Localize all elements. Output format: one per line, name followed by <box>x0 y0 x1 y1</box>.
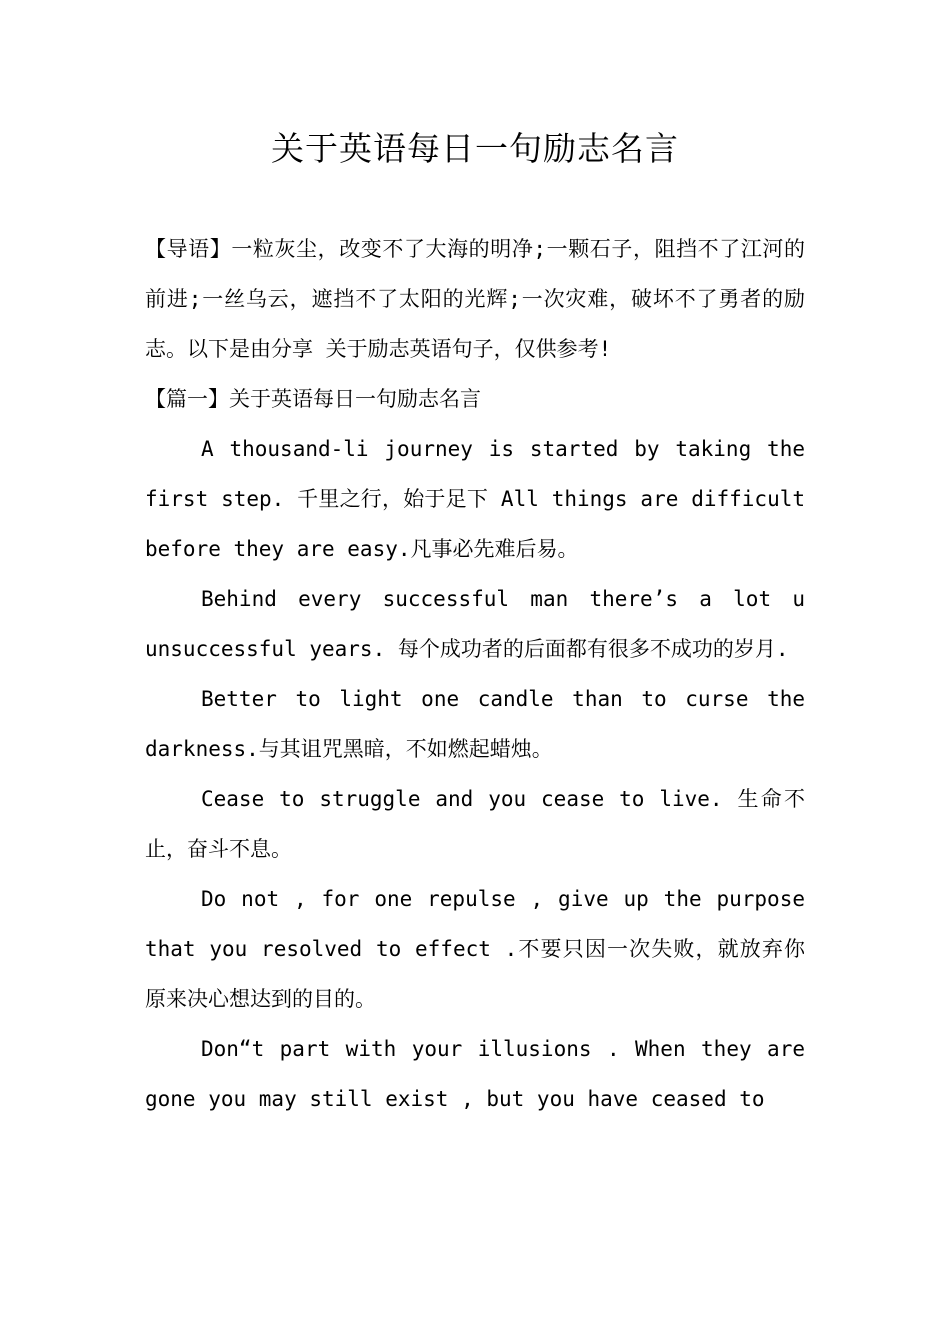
quote-paragraph: Cease to struggle and you cease to live. 生命不止，奋斗不息。 <box>145 787 805 861</box>
document-title: 关于英语每日一句励志名言 <box>271 129 679 168</box>
document-body <box>145 224 805 1124</box>
quote-paragraph: A thousand-li journey is started by taking the first step. 千里之行，始于足下 All things are difficult before they are easy.凡事必先难后易。 <box>145 437 805 561</box>
section-heading: 【篇一】关于英语每日一句励志名言 <box>145 387 481 411</box>
quote-paragraph: Better to light one candle than to curse the darkness.与其诅咒黑暗，不如燃起蜡烛。 <box>145 687 805 761</box>
quote-paragraph: Do not , for one repulse , give up the purpose that you resolved to effect .不要只因一次失败，就放弃你原来决心想达到的目的。 <box>145 887 805 1011</box>
quote-paragraph: Don“t part with your illusions . When they are gone you may still exist , but you have ceased to <box>145 1037 805 1111</box>
quote-paragraph: Behind every successful man there’s a lot u unsuccessful years. 每个成功者的后面都有很多不成功的岁月. <box>145 587 805 661</box>
intro-paragraph: 【导语】一粒灰尘，改变不了大海的明净;一颗石子，阻挡不了江河的前进;一丝乌云，遮挡不了太阳的光辉;一次灾难，破坏不了勇者的励志。以下是由分享 关于励志英语句子，仅供参考! <box>145 237 805 361</box>
